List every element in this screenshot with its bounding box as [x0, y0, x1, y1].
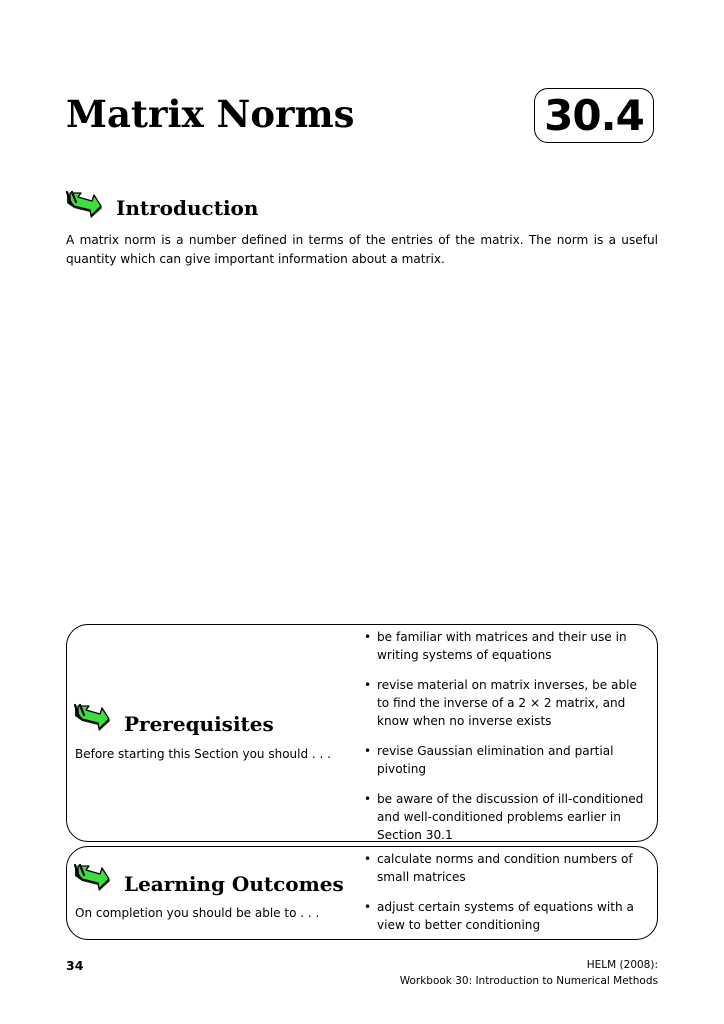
list-item: • adjust certain systems of equations with a view to better conditioning — [364, 898, 650, 934]
learning-outcomes-list — [364, 850, 650, 946]
footer-publisher: HELM (2008): — [586, 959, 658, 971]
list-item: • be familiar with matrices and their use in writing systems of equations — [364, 628, 650, 664]
green-arrow-icon — [64, 190, 104, 222]
list-item: • be aware of the discussion of ill-conditioned and well-conditioned problems earlier in Section 30.1 — [364, 790, 650, 844]
prerequisites-heading: Prerequisites — [124, 712, 274, 736]
prerequisites-list — [364, 628, 650, 856]
green-arrow-icon — [72, 863, 112, 895]
page-number: 34 — [66, 958, 84, 973]
prerequisites-subtitle: Before starting this Section you should . . . — [75, 747, 331, 761]
footer-workbook: Workbook 30: Introduction to Numerical Methods — [399, 975, 658, 987]
section-number-badge: 30.4 — [534, 88, 654, 143]
green-arrow-icon — [72, 703, 112, 735]
introduction-text: A matrix norm is a number defined in terms of the entries of the matrix. The norm is a useful quantity which can give important information about a matrix. — [66, 233, 658, 266]
learning-outcomes-heading: Learning Outcomes — [124, 872, 344, 896]
learning-outcomes-subtitle: On completion you should be able to . . . — [75, 906, 320, 920]
footer-source — [400, 957, 658, 989]
page-title: Matrix Norms — [66, 92, 355, 136]
introduction-heading: Introduction — [116, 196, 259, 220]
list-item: • calculate norms and condition numbers of small matrices — [364, 850, 650, 886]
list-item: • revise material on matrix inverses, be able to find the inverse of a 2 × 2 matrix, and know when no inverse exists — [364, 676, 650, 730]
list-item: • revise Gaussian elimination and partial pivoting — [364, 742, 650, 778]
